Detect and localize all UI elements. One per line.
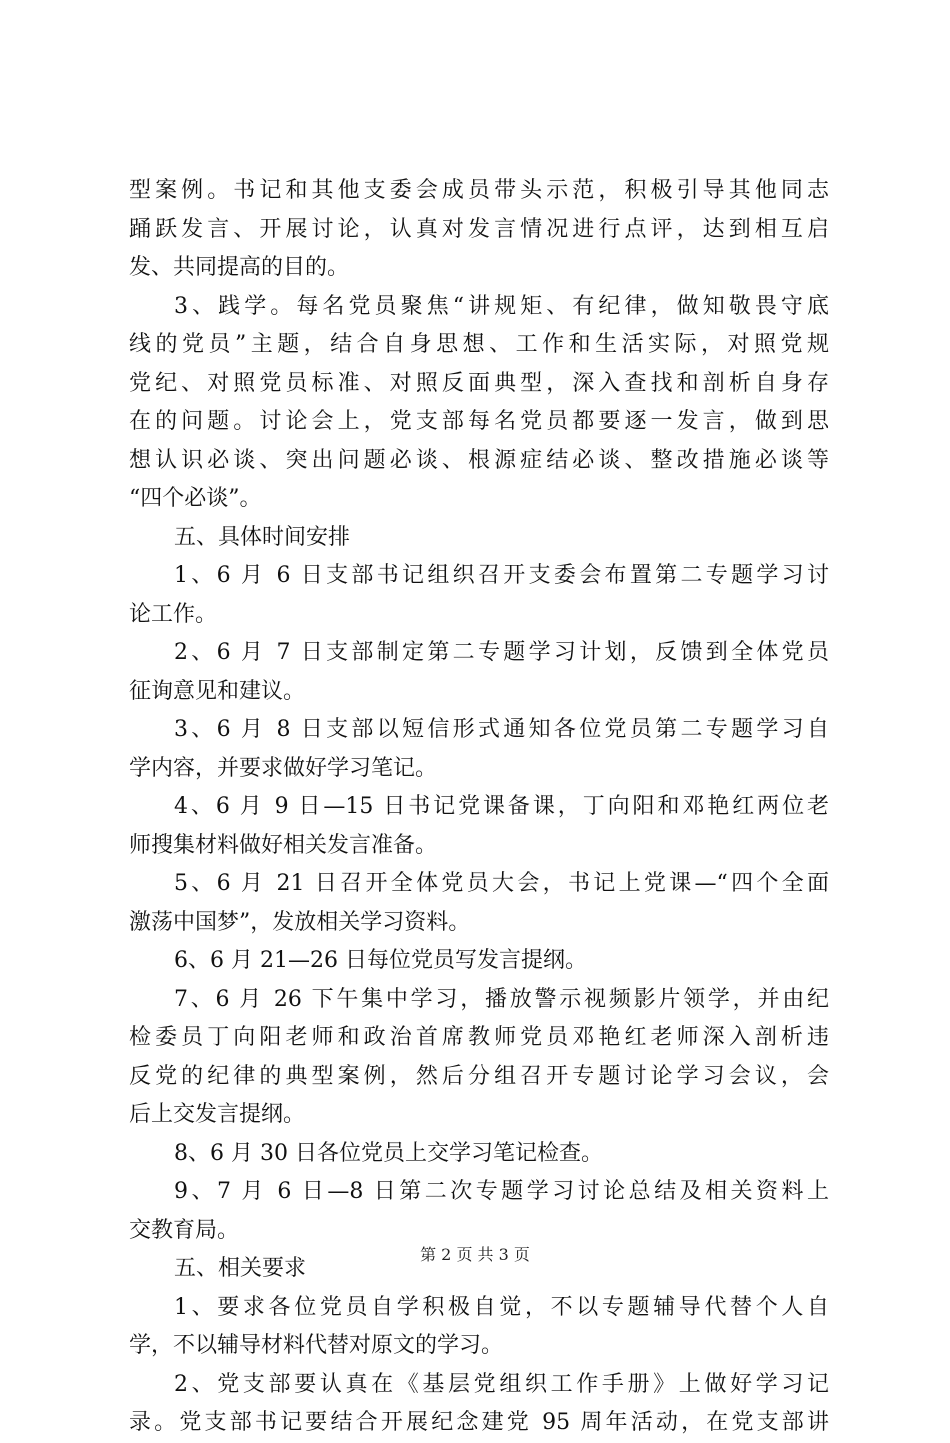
text-line: 9、7 月 6 日—8 日第二次专题学习讨论总结及相关资料上 [174, 1179, 829, 1204]
text-line: 8、6 月 30 日各位党员上交学习笔记检查。 [174, 1140, 603, 1166]
text-line: 3、践学。每名党员聚焦“讲规矩、有纪律，做知敬畏守底 [174, 293, 829, 319]
text-line: 交教育局。 [129, 1217, 240, 1243]
text-line: 后上交发言提纲。 [129, 1102, 306, 1127]
text-line: 2、党支部要认真在《基层党组织工作手册》上做好学习记 [174, 1371, 829, 1397]
text-line: 发、共同提高的目的。 [129, 255, 350, 280]
text-line: 4、6 月 9 日—15 日书记党课备课，丁向阳和邓艳红两位老 [174, 794, 829, 819]
text-line: 5、6 月 21 日召开全体党员大会，书记上党课—“四个全面 [174, 871, 829, 896]
text-line: 踊跃发言、开展讨论，认真对发言情况进行点评，达到相互启 [129, 216, 829, 242]
text-line: 线的党员”主题，结合自身思想、工作和生活实际，对照党规 [129, 332, 829, 357]
text-line: 学，不以辅导材料代替对原文的学习。 [129, 1333, 504, 1358]
text-line: 7、6 月 26 下午集中学习，播放警示视频影片领学，并由纪 [174, 986, 829, 1012]
text-line: 激荡中国梦”，发放相关学习资料。 [129, 909, 471, 935]
text-line: 1、要求各位党员自学积极自觉，不以专题辅导代替个人自 [174, 1294, 829, 1320]
text-line: 3、6 月 8 日支部以短信形式通知各位党员第二专题学习自 [174, 717, 829, 742]
text-line: 检委员丁向阳老师和政治首席教师党员邓艳红老师深入剖析违 [129, 1025, 829, 1050]
text-line: 论工作。 [129, 601, 218, 627]
text-line: 录。党支部书记要结合开展纪念建党 95 周年活动，在党支部讲 [129, 1410, 829, 1435]
text-line: 2、6 月 7 日支部制定第二专题学习计划，反馈到全体党员 [174, 640, 829, 665]
text-line: “四个必谈”。 [129, 486, 262, 511]
text-line: 五、具体时间安排 [174, 524, 351, 550]
text-line: 在的问题。讨论会上，党支部每名党员都要逐一发言，做到思 [129, 409, 829, 434]
text-line: 征询意见和建议。 [129, 678, 306, 704]
text-line: 学内容，并要求做好学习笔记。 [129, 755, 438, 781]
text-line: 1、6 月 6 日支部书记组织召开支委会布置第二专题学习讨 [174, 563, 829, 588]
text-line: 反党的纪律的典型案例，然后分组召开专题讨论学习会议，会 [129, 1063, 829, 1089]
page-footer: 第 2 页 共 3 页 [420, 1245, 530, 1264]
text-line: 五、相关要求 [174, 1256, 307, 1281]
text-line: 6、6 月 21—26 日每位党员写发言提纲。 [174, 948, 587, 973]
text-line: 党纪、对照党员标准、对照反面典型，深入查找和剖析自身存 [129, 370, 829, 396]
text-line: 想认识必谈、突出问题必谈、根源症结必谈、整改措施必谈等 [129, 447, 829, 473]
text-line: 师搜集材料做好相关发言准备。 [129, 832, 438, 858]
text-line: 型案例。书记和其他支委会成员带头示范，积极引导其他同志 [129, 178, 829, 203]
